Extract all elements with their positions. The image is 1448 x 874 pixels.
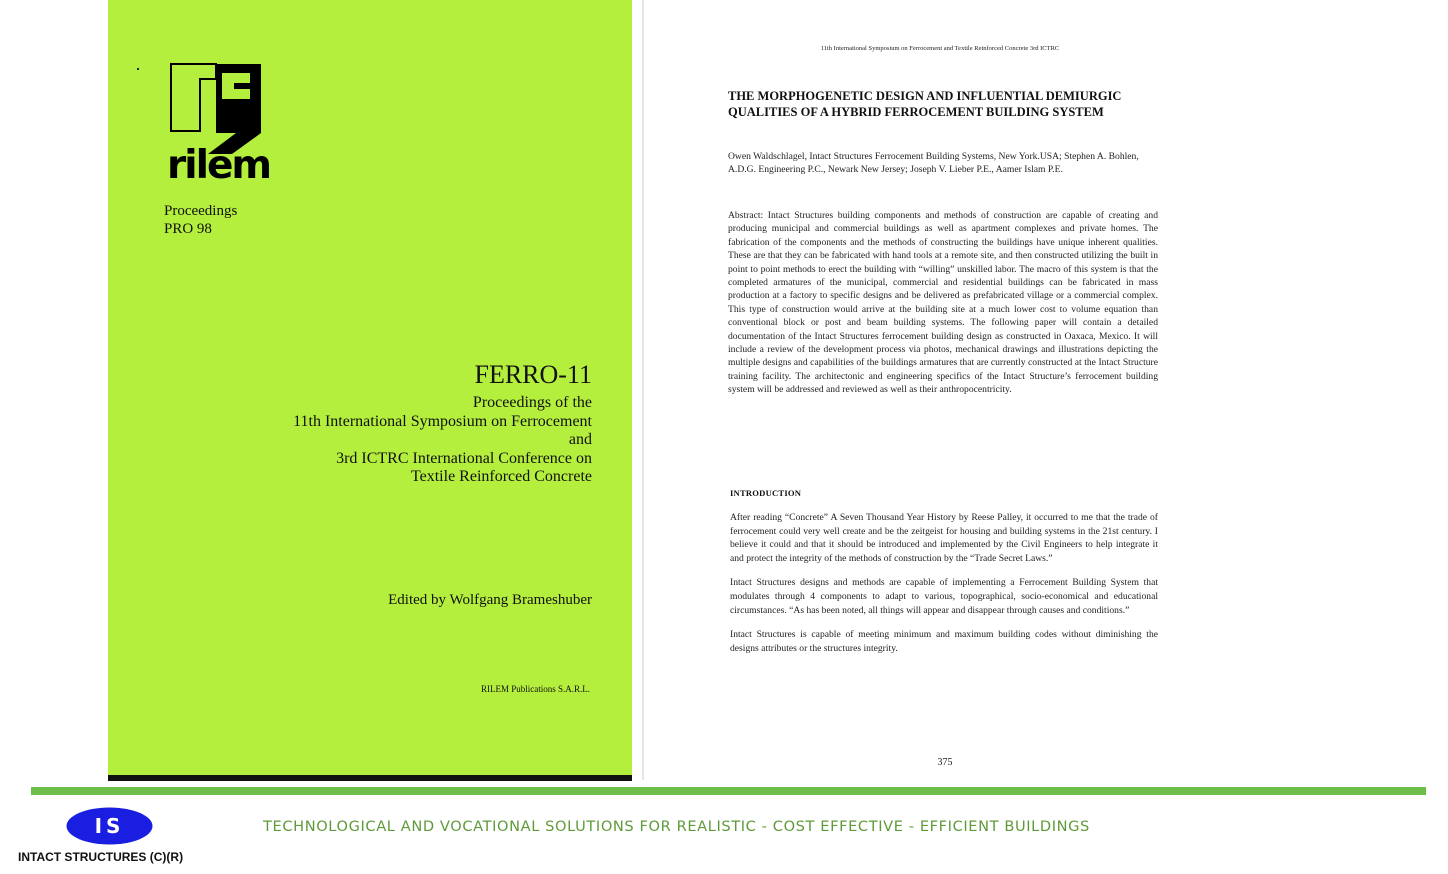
- subtitle-line: 11th International Symposium on Ferrocement: [293, 412, 592, 430]
- is-logo-icon: [66, 807, 153, 845]
- subtitle-line: and: [568, 431, 592, 449]
- paper-authors: Owen Waldschlagel, Intact Structures Ferrocement Building Systems, New York.USA; Stephen A. Bohlen, A.D.G. Engineering P.C., Newark New Jersey; Joseph V. Lieber P.E., Aamer Islam P.E.: [728, 151, 1139, 175]
- book-editor: Edited by Wolfgang Brameshuber: [388, 592, 592, 608]
- introduction-paragraph: Intact Structures designs and methods are capable of implementing a Ferrocement Building System that modulates through 4 components to adapt to various, topographical, socio-economical and educational circumstances. “As has been noted, all things will appear and disappear through causes and conditions.”: [730, 577, 1158, 616]
- introduction-paragraph: Intact Structures is capable of meeting minimum and maximum building codes without diminishing the designs attributes or the structures integrity.: [730, 629, 1158, 654]
- paper-abstract: Abstract: Intact Structures building components and methods of construction are capable of creating and producing municipal and commercial buildings as well as apartment complexes and private homes. The fabrication of the components and the methods of constructing the buildings have unique inherent qualities. These are that they can be fabricated with hand tools at a remote site, and then constructed utilizing the built in point to point methods to erect the building with “willing” unskilled labor. The macro of this system is that the completed armatures of the municipal, commercial and residential buildings can be fabricated in mass production at a factory to specific designs and be delivered as prefabricated village or a commercial complex. This type of construction would arrive at the building site at a much lower cost to volume equation than conventional block or post and beam building systems. The following paper will contain a detailed documentation of the Intact Structures ferrocement building design as constructed in Oaxaca, Mexico. It will include a review of the development process via photos, mechanical drawings and illustrations depicting the multiple designs and capabilities of the buildings armatures that are currently constructed at the Intact Structure training facility. The architectonic and engineering specifics of the Intact Structure’s ferrocement building system will be addressed and reviewed as well as their anthropocentricity.: [728, 210, 1158, 396]
- book-publisher: RILEM Publications S.A.R.L.: [480, 684, 590, 694]
- page-number: 375: [937, 757, 953, 768]
- subtitle-line: Proceedings of the: [472, 394, 592, 411]
- series-number: PRO 98: [164, 221, 212, 237]
- series-info: [164, 202, 237, 238]
- cover-shadow: [108, 775, 632, 781]
- footer-divider: [31, 787, 1426, 795]
- book-subtitle: [240, 394, 592, 487]
- subtitle-line: 3rd ICTRC International Conference on: [336, 449, 592, 467]
- rilem-logo-icon: [170, 63, 262, 155]
- subtitle-line: Textile Reinforced Concrete: [410, 468, 592, 486]
- introduction-paragraph: After reading “Concrete” A Seven Thousand Year History by Reese Palley, it occurred to me that the trade of ferrocement could very well create and be the zeitgeist for housing and building systems in the 21st century. I believe it could and that it should be introduced and implemented by the Civil Engineers to help integrate it and protect the integrity of the methods of construction by the “Trade Secret Laws.”: [730, 512, 1158, 564]
- company-tagline: TECHNOLOGICAL AND VOCATIONAL SOLUTIONS FOR REALISTIC - COST EFFECTIVE - EFFICIENT BUILDINGS: [263, 818, 1090, 835]
- company-name: INTACT STRUCTURES (C)(R): [18, 850, 184, 864]
- paper-title: THE MORPHOGENETIC DESIGN AND INFLUENTIAL DEMIURGIC QUALITIES OF A HYBRID FERROCEMENT BUILDING SYSTEM: [728, 89, 1122, 119]
- cover-speck: [137, 68, 139, 70]
- introduction-heading: INTRODUCTION: [730, 488, 802, 498]
- series-label: Proceedings: [164, 203, 238, 219]
- rilem-wordmark: rilem: [167, 143, 271, 188]
- is-logo-text: IS: [94, 814, 125, 838]
- book-title: FERRO-11: [474, 360, 592, 389]
- running-head: 11th International Symposium on Ferrocement and Textile Reinforced Concrete 3rd ICTRC: [820, 45, 1060, 52]
- introduction-body: [730, 511, 1158, 666]
- page-edge: [642, 0, 644, 780]
